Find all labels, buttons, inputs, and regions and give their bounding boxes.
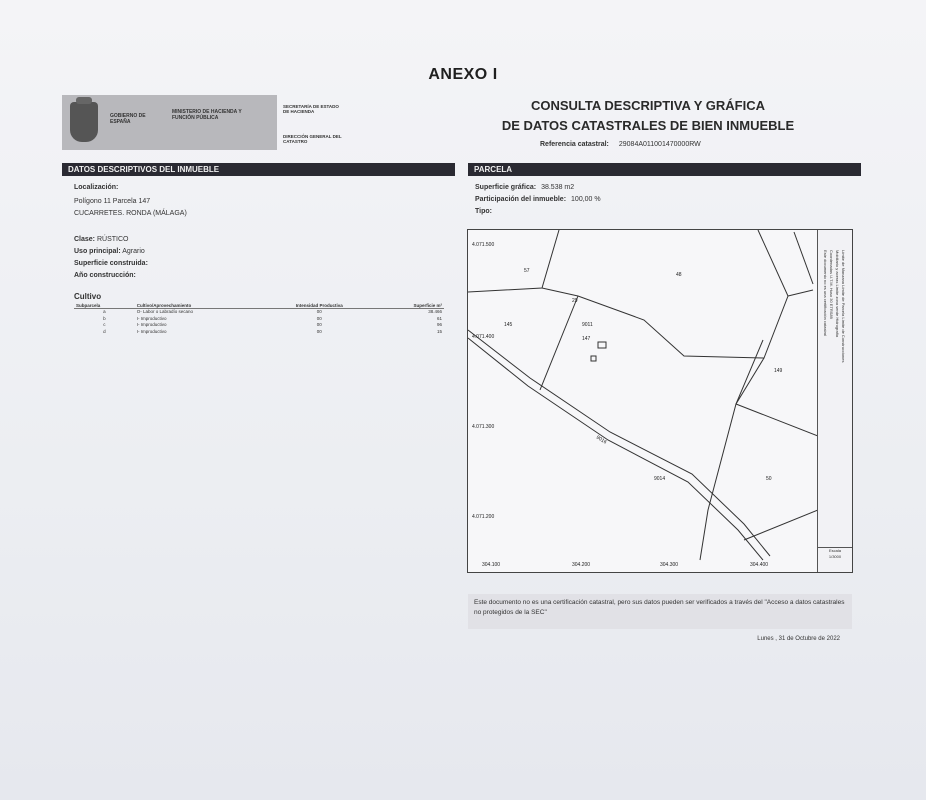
parcel-number: 50 <box>766 476 772 482</box>
map-label: 9011 <box>582 322 593 328</box>
cell: 00 <box>316 309 322 314</box>
parcel-line <box>744 510 818 540</box>
x-tick: 304.200 <box>572 562 591 568</box>
parcel-number: 145 <box>504 322 513 328</box>
participacion-row: Participación del inmueble: 100,00 % <box>475 196 601 203</box>
cell: 00 <box>316 315 322 321</box>
col-superficie: Superficie m² <box>374 303 444 309</box>
section-bar-parcela: PARCELA <box>468 163 861 176</box>
y-tick: 4.071.300 <box>472 424 495 430</box>
cell: b <box>103 315 106 321</box>
building-outline <box>598 342 606 348</box>
x-tick: 304.400 <box>750 562 769 568</box>
uso-row: Uso principal: Agrario <box>74 248 145 255</box>
parcel-number: 48 <box>676 272 682 278</box>
parcel-line <box>794 232 813 284</box>
road-edge <box>468 330 770 556</box>
x-tick: 304.300 <box>660 562 679 568</box>
ref-label: Referencia catastral: <box>540 141 609 148</box>
map-scale: Escala 1/3000 <box>818 547 852 572</box>
clase-row: Clase: RÚSTICO <box>74 236 129 243</box>
legend-text: Límite de Manzana Límite de Parcela Límite de Construcciones Mobiliario y aceras Límite zona verde Hidrografía Coordenadas U.T.M. Huso 30 ETRS89 Este documento no es una certificación catastral <box>823 250 846 363</box>
cell: d <box>103 328 106 334</box>
parcel-number: 57 <box>524 268 530 274</box>
cell: I- Improductivo <box>136 322 167 327</box>
parcel-line <box>542 230 788 358</box>
parcel-number: 149 <box>774 368 783 374</box>
cadastral-map <box>467 229 853 573</box>
y-tick: 4.071.500 <box>472 242 495 248</box>
cell: I- Improductivo <box>136 328 167 334</box>
localizacion-label: Localización: <box>74 184 119 191</box>
map-label: 9014 <box>654 476 666 482</box>
ref-value: 29084A011001470000RW <box>618 141 701 148</box>
cell: 00 <box>316 322 322 327</box>
cultivo-table <box>74 303 444 335</box>
x-tick: 304.100 <box>482 562 501 568</box>
map-legend <box>817 230 852 572</box>
parcel-line <box>736 404 818 436</box>
superficie-row: Superficie construida: <box>74 260 148 267</box>
parcel-line <box>788 290 813 296</box>
cell: 15 <box>436 328 442 334</box>
tipo-row: Tipo: <box>475 208 492 215</box>
road-edge <box>468 338 763 560</box>
parcel-line <box>700 358 764 560</box>
table-row <box>74 309 444 316</box>
document-title-line1: CONSULTA DESCRIPTIVA Y GRÁFICA <box>530 98 765 113</box>
map-label: 9016 <box>594 434 608 446</box>
cell: 61 <box>436 315 442 321</box>
parcel-number: 147 <box>582 336 591 342</box>
cultivo-heading: Cultivo <box>74 292 102 301</box>
annex-title: ANEXO I <box>428 66 498 83</box>
cadastral-reference <box>540 141 701 148</box>
verification-notice: Este documento no es una certificación catastral, pero sus datos pueden ser verificados a través del "Acceso a datos catastrales no protegidos de la SEC" <box>468 594 852 629</box>
parcel-line <box>736 340 763 404</box>
anio-row: Año construcción: <box>74 272 136 279</box>
map-drawing <box>468 230 818 572</box>
section-bar-descriptivos: DATOS DESCRIPTIVOS DEL INMUEBLE <box>62 163 455 176</box>
localizacion-line2: CUCARRETES. RONDA (MÁLAGA) <box>74 210 187 217</box>
org-direccion-text: DIRECCIÓN GENERAL DEL CATASTRO <box>283 134 342 144</box>
y-tick: 4.071.200 <box>472 514 495 520</box>
org-left-text: GOBIERNO DE ESPAÑA <box>110 113 146 125</box>
cell: 00 <box>316 328 322 334</box>
parcel-line <box>540 296 578 390</box>
building-outline <box>591 356 596 361</box>
superficie-grafica-row: Superficie gráfica: 38.538 m2 <box>475 184 575 191</box>
cell: 38.466 <box>428 309 442 314</box>
y-tick: 4.071.400 <box>472 334 495 340</box>
cell: I- Improductivo <box>136 315 167 321</box>
cell: c <box>103 322 106 327</box>
document-date: Lunes , 31 de Octubre de 2022 <box>757 636 840 642</box>
cell: 96 <box>436 322 442 327</box>
col-cultivo: Cultivo/Aprovechamiento <box>135 303 265 309</box>
map-label: 29 <box>572 298 578 304</box>
government-logo-block <box>62 95 277 150</box>
col-subparcela: Subparcela <box>74 303 135 309</box>
col-intensidad: Intensidad Productiva <box>264 303 374 309</box>
cell: a <box>103 309 106 314</box>
org-ministry-text: MINISTERIO DE HACIENDA Y FUNCIÓN PÚBLICA <box>172 109 242 121</box>
cell: O- Labor o Labradío secano <box>136 309 194 314</box>
localizacion-line1: Polígono 11 Parcela 147 <box>74 198 151 205</box>
parcel-line <box>468 230 559 292</box>
org-secretaria-text: SECRETARÍA DE ESTADO DE HACIENDA <box>283 104 339 114</box>
document-title-line2: DE DATOS CATASTRALES DE BIEN INMUEBLE <box>501 118 795 133</box>
table-row <box>74 329 444 336</box>
coat-of-arms-icon <box>70 102 98 142</box>
